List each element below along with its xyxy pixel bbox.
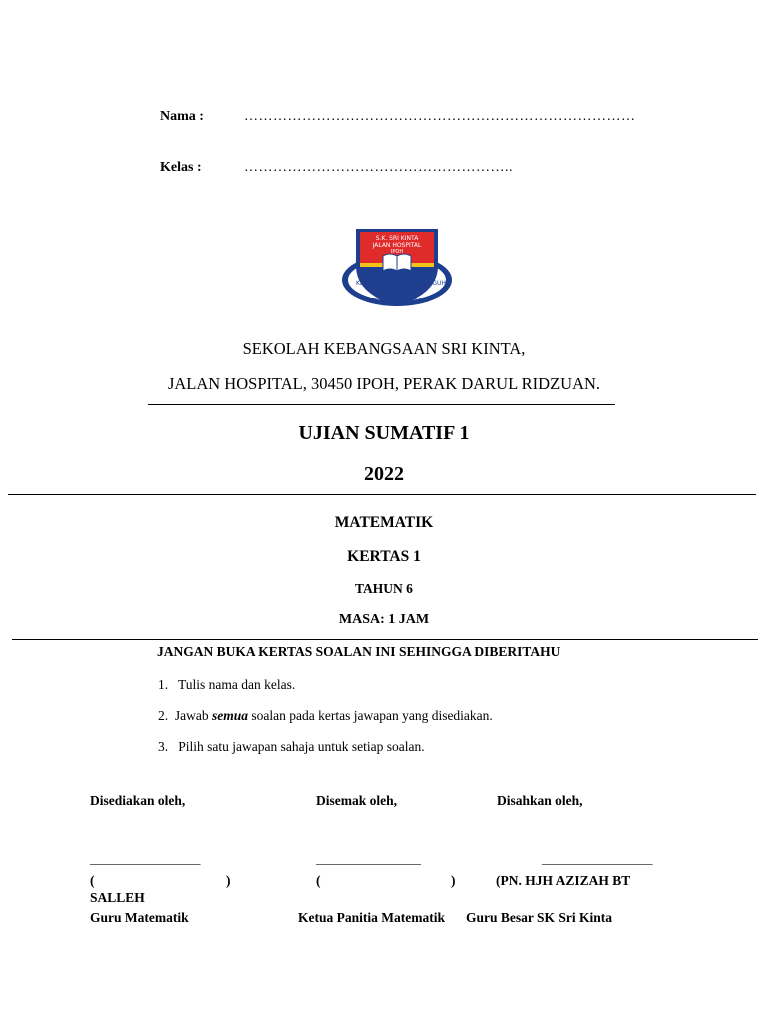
signature-line-checked: ___________________ [316,852,421,866]
class-label: Kelas : [160,160,202,175]
exam-year: 2022 [364,463,404,485]
principal-name: (PN. HJH AZIZAH BT [496,873,631,888]
instruction-item [158,708,493,724]
paper-number: KERTAS 1 [347,548,421,565]
checked-name-open: ( [316,873,321,888]
checked-name-close: ) [451,873,456,888]
signature-line-prepared: ____________________ [90,852,200,866]
crest-ribbon-left: KERJA [356,280,374,287]
instruction-item [158,739,425,755]
prepared-name-open: ( [90,873,95,888]
school-crest-logo [339,226,455,310]
crest-motto: TEKUN MENGATASI [371,298,423,304]
instruction-number: 2. [158,708,169,723]
crest-text-2: JALAN HOSPITAL [372,242,422,249]
exam-title: UJIAN SUMATIF 1 [298,422,470,444]
school-name: SEKOLAH KEBANGSAAN SRI KINTA, [242,339,526,358]
exam-duration: MASA: 1 JAM [338,612,430,627]
divider [8,494,756,495]
instruction-item [158,677,295,693]
instruction-text-after: soalan pada kertas jawapan yang disediakan. [248,708,493,723]
year-level: TAHUN 6 [355,581,413,596]
class-field[interactable]: ……………………………………………….. [244,160,513,175]
divider [148,404,615,405]
instruction-number: 1. [158,677,169,692]
prepared-by-label: Disediakan oleh, [90,793,186,808]
instruction-emphasis: semua [212,708,249,723]
school-address: JALAN HOSPITAL, 30450 IPOH, PERAK DARUL RIDZUAN. [167,374,601,393]
instruction-text: Pilih satu jawapan sahaja untuk setiap soalan. [178,739,425,754]
prepared-name-close: ) [226,873,231,888]
crest-text-1: S.K. SRI KINTA [375,235,419,242]
name-field[interactable]: ……………………………………………………………………… [244,109,636,124]
crest-ribbon-right: SUNGGUH [415,280,446,287]
subject-name: MATEMATIK [334,514,434,531]
instruction-text: Tulis nama dan kelas. [178,677,296,692]
signature-line-verified: ____________________ [542,852,652,866]
instruction-text-before: Jawab [174,708,212,723]
checked-by-label: Disemak oleh, [316,793,397,808]
name-label: Nama : [160,109,204,124]
verified-by-label: Disahkan oleh, [497,793,583,808]
warning-text: JANGAN BUKA KERTAS SOALAN INI SEHINGGA DIBERITAHU [157,644,561,659]
checked-role: Ketua Panitia Matematik [298,910,445,925]
principal-name-cont: SALLEH [90,890,145,905]
divider [12,639,758,640]
instruction-number: 3. [158,739,169,754]
crest-text-3: IPOH [390,249,404,255]
prepared-role: Guru Matematik [90,910,189,925]
verified-role: Guru Besar SK Sri Kinta [466,910,613,925]
